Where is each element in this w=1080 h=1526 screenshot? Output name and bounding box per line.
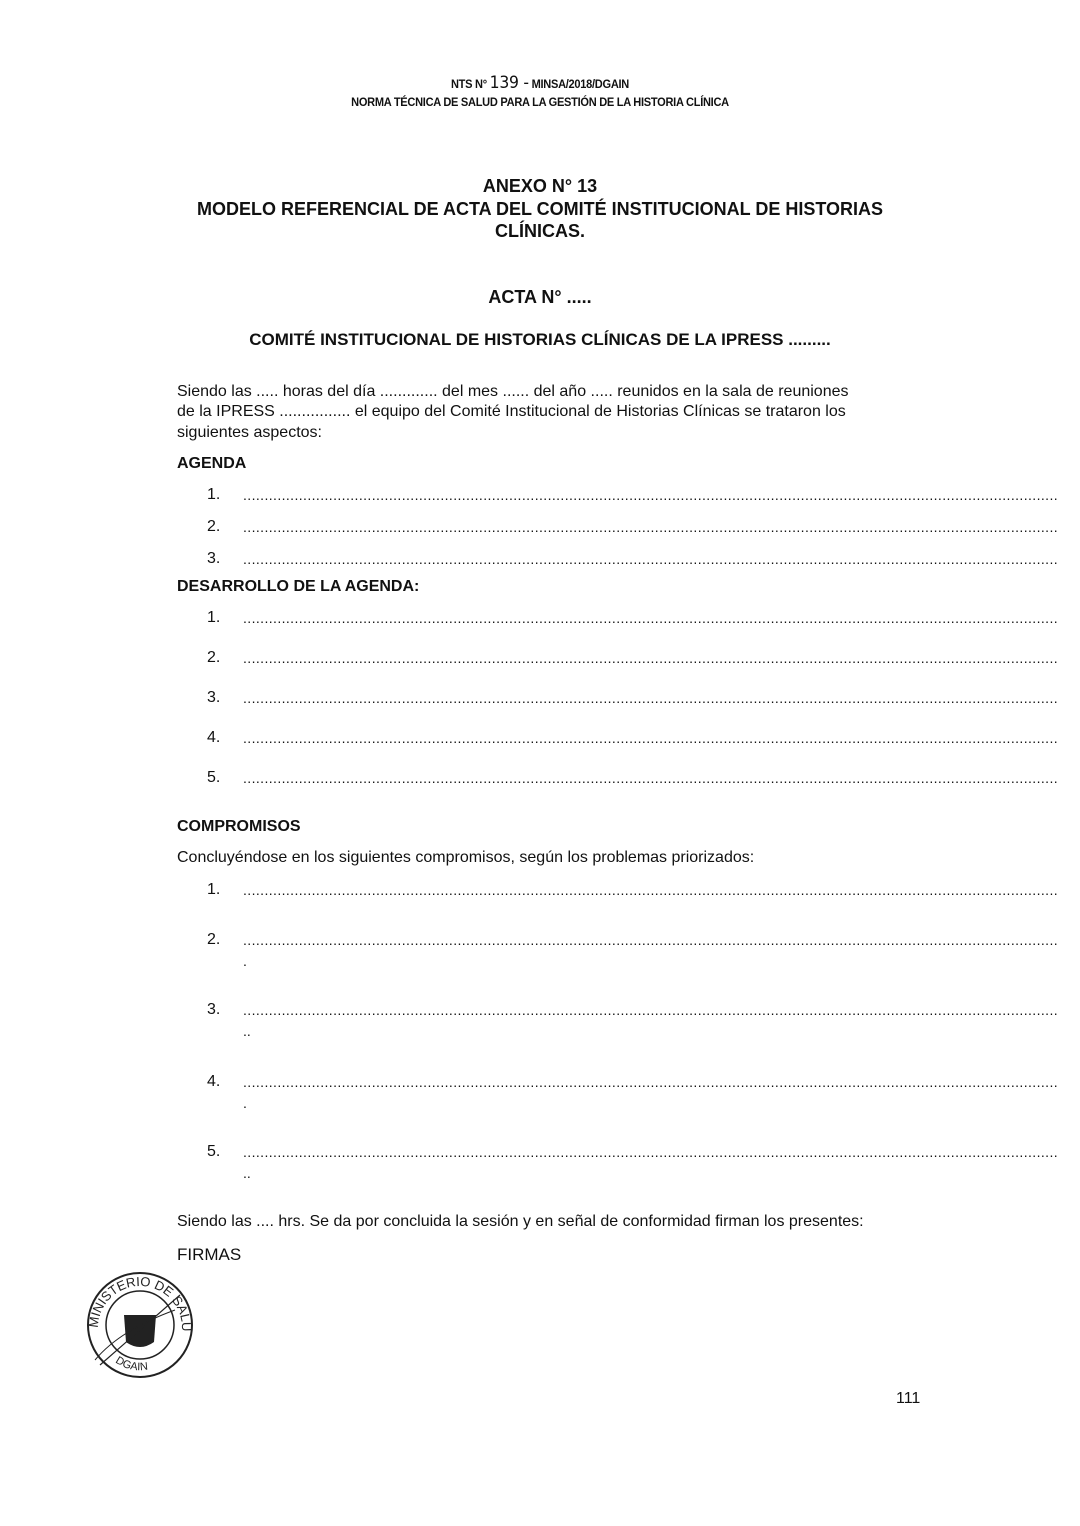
agenda-item-fill-line[interactable]: .............................................................................................................................................................................................. [243,519,1059,535]
page-number: 111 [896,1390,921,1407]
annex-title: ANEXO N° 13 [482,176,598,196]
compromisos-item-continuation: . [243,953,247,969]
compromisos-heading: COMPROMISOS [177,818,301,835]
compromisos-item-fill-line[interactable]: .............................................................................................................................................................................................. [243,1002,1059,1018]
agenda-item-number: 3. [207,550,221,567]
compromisos-item-fill-line[interactable]: .............................................................................................................................................................................................. [243,1144,1059,1160]
desarrollo-item-fill-line[interactable]: .............................................................................................................................................................................................. [243,650,1059,666]
stamp-outer-text: MINISTERIO DE SALU [85,1273,195,1332]
closing-text: Siendo las .... hrs. Se da por concluida la sesión y en señal de conformidad firman los presentes: [177,1213,864,1230]
ministry-stamp [80,1270,200,1380]
desarrollo-heading: DESARROLLO DE LA AGENDA: [177,578,420,595]
committee-heading: COMITÉ INSTITUCIONAL DE HISTORIAS CLÍNICAS DE LA IPRESS ......... [249,330,831,349]
desarrollo-item-number: 1. [207,609,221,626]
compromisos-item-number: 1. [207,881,221,898]
intro-line-1: Siendo las ..... horas del día ............. del mes ...... del año ..... reunidos en la sala de reuniones [177,383,849,400]
document-title-line-2: CLÍNICAS. [495,221,585,241]
compromisos-item-number: 4. [207,1073,221,1090]
header-nts-suffix: MINSA/2018/DGAIN [531,77,630,91]
intro-line-2: de la IPRESS ................ el equipo del Comité Institucional de Historias Clínicas se trataron los [177,403,846,420]
header-line-1 [43,73,1037,93]
desarrollo-item-number: 4. [207,729,221,746]
acta-number: ACTA N° ..... [488,287,592,307]
desarrollo-item-number: 5. [207,769,221,786]
agenda-heading: AGENDA [177,455,247,472]
agenda-item-number: 2. [207,518,221,535]
desarrollo-item-number: 3. [207,689,221,706]
compromisos-item-number: 5. [207,1143,221,1160]
firmas-label: FIRMAS [177,1245,242,1264]
compromisos-item-fill-line[interactable]: .............................................................................................................................................................................................. [243,882,1059,898]
compromisos-item-number: 3. [207,1001,221,1018]
compromisos-item-continuation: .. [243,1165,251,1181]
desarrollo-item-fill-line[interactable]: .............................................................................................................................................................................................. [243,770,1059,786]
compromisos-item-continuation: . [243,1095,247,1111]
document-title-line-1: MODELO REFERENCIAL DE ACTA DEL COMITÉ INSTITUCIONAL DE HISTORIAS [196,199,884,219]
agenda-item-number: 1. [207,486,221,503]
intro-line-3: siguientes aspectos: [177,424,322,441]
desarrollo-item-fill-line[interactable]: .............................................................................................................................................................................................. [243,610,1059,626]
agenda-item-fill-line[interactable]: .............................................................................................................................................................................................. [243,551,1059,567]
compromisos-item-fill-line[interactable]: .............................................................................................................................................................................................. [243,1074,1059,1090]
header-nts-number: 139 - [489,73,529,93]
agenda-item-fill-line[interactable]: .............................................................................................................................................................................................. [243,487,1059,503]
desarrollo-item-fill-line[interactable]: .............................................................................................................................................................................................. [243,730,1059,746]
compromisos-item-continuation: .. [243,1023,251,1039]
desarrollo-item-fill-line[interactable]: .............................................................................................................................................................................................. [243,690,1059,706]
compromisos-intro: Concluyéndose en los siguientes compromisos, según los problemas priorizados: [177,849,755,866]
desarrollo-item-number: 2. [207,649,221,666]
compromisos-item-number: 2. [207,931,221,948]
compromisos-item-fill-line[interactable]: .............................................................................................................................................................................................. [243,932,1059,948]
header-line-2: NORMA TÉCNICA DE SALUD PARA LA GESTIÓN DE LA HISTORIA CLÍNICA [351,95,729,109]
stamp-bottom-text: DGAIN [113,1354,149,1374]
header-nts-label: NTS N° [450,77,487,91]
